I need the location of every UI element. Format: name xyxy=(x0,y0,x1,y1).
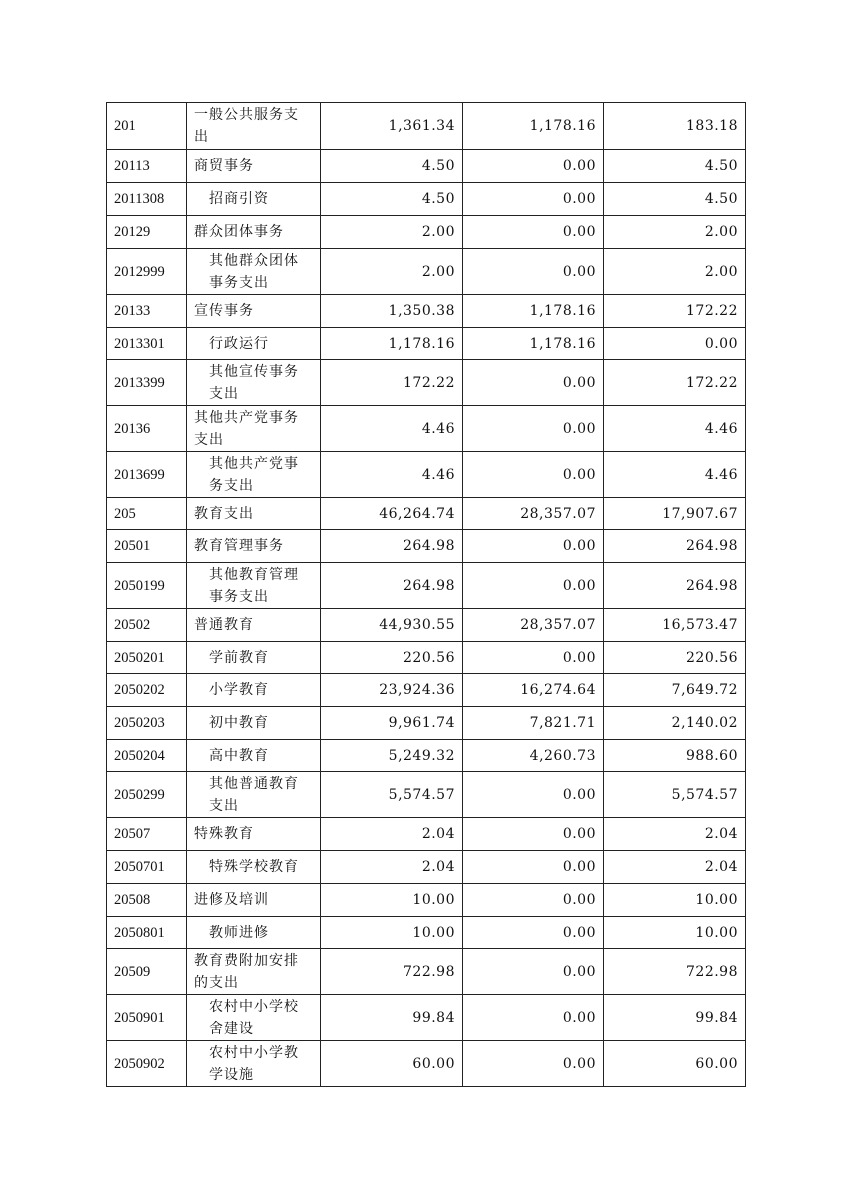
subject-code-cell: 20501 xyxy=(107,530,187,563)
subject-code-cell: 2050199 xyxy=(107,563,187,609)
subject-code-cell: 2050701 xyxy=(107,851,187,884)
project-expenditure-cell: 4.46 xyxy=(604,452,746,498)
total-amount-cell: 264.98 xyxy=(321,563,463,609)
subject-code-cell: 20508 xyxy=(107,884,187,917)
total-amount-cell: 220.56 xyxy=(321,642,463,674)
table-row xyxy=(107,150,746,183)
subject-name-cell: 高中教育 xyxy=(187,740,321,772)
total-amount-cell: 722.98 xyxy=(321,949,463,995)
subject-code-cell: 2050202 xyxy=(107,674,187,707)
subject-code-cell: 2050902 xyxy=(107,1041,187,1087)
table-row xyxy=(107,183,746,216)
table-row xyxy=(107,772,746,818)
total-amount-cell: 4.46 xyxy=(321,452,463,498)
total-amount-cell: 4.50 xyxy=(321,150,463,183)
table-row xyxy=(107,328,746,360)
subject-name-cell: 商贸事务 xyxy=(187,150,321,183)
total-amount-cell: 2.00 xyxy=(321,216,463,249)
table-row xyxy=(107,818,746,851)
project-expenditure-cell: 4.50 xyxy=(604,183,746,216)
basic-expenditure-cell: 0.00 xyxy=(463,995,604,1041)
total-amount-cell: 5,249.32 xyxy=(321,740,463,772)
project-expenditure-cell: 264.98 xyxy=(604,530,746,563)
subject-name-cell: 进修及培训 xyxy=(187,884,321,917)
project-expenditure-cell: 2.00 xyxy=(604,249,746,295)
project-expenditure-cell: 2.04 xyxy=(604,851,746,884)
basic-expenditure-cell: 0.00 xyxy=(463,949,604,995)
project-expenditure-cell: 988.60 xyxy=(604,740,746,772)
subject-code-cell: 2013399 xyxy=(107,360,187,406)
subject-name-cell: 农村中小学教学设施 xyxy=(187,1041,321,1087)
subject-code-cell: 2050299 xyxy=(107,772,187,818)
subject-name-cell: 农村中小学校舍建设 xyxy=(187,995,321,1041)
project-expenditure-cell: 220.56 xyxy=(604,642,746,674)
total-amount-cell: 9,961.74 xyxy=(321,707,463,740)
table-row xyxy=(107,884,746,917)
table-row xyxy=(107,103,746,150)
basic-expenditure-cell: 0.00 xyxy=(463,772,604,818)
total-amount-cell: 264.98 xyxy=(321,530,463,563)
table-row xyxy=(107,406,746,452)
basic-expenditure-cell: 0.00 xyxy=(463,563,604,609)
subject-name-cell: 一般公共服务支出 xyxy=(187,103,321,150)
subject-name-cell: 宣传事务 xyxy=(187,295,321,328)
subject-code-cell: 2050201 xyxy=(107,642,187,674)
subject-name-cell: 特殊教育 xyxy=(187,818,321,851)
subject-code-cell: 20133 xyxy=(107,295,187,328)
total-amount-cell: 44,930.55 xyxy=(321,609,463,642)
subject-name-cell: 教育费附加安排的支出 xyxy=(187,949,321,995)
basic-expenditure-cell: 0.00 xyxy=(463,642,604,674)
project-expenditure-cell: 4.50 xyxy=(604,150,746,183)
total-amount-cell: 1,361.34 xyxy=(321,103,463,150)
basic-expenditure-cell: 0.00 xyxy=(463,1041,604,1087)
total-amount-cell: 46,264.74 xyxy=(321,498,463,530)
project-expenditure-cell: 10.00 xyxy=(604,884,746,917)
project-expenditure-cell: 172.22 xyxy=(604,360,746,406)
project-expenditure-cell: 5,574.57 xyxy=(604,772,746,818)
subject-name-cell: 普通教育 xyxy=(187,609,321,642)
table-row xyxy=(107,740,746,772)
subject-name-cell: 初中教育 xyxy=(187,707,321,740)
table-row xyxy=(107,642,746,674)
table-row xyxy=(107,949,746,995)
total-amount-cell: 10.00 xyxy=(321,884,463,917)
subject-name-cell: 其他普通教育支出 xyxy=(187,772,321,818)
basic-expenditure-cell: 0.00 xyxy=(463,917,604,949)
subject-name-cell: 教育管理事务 xyxy=(187,530,321,563)
basic-expenditure-cell: 0.00 xyxy=(463,406,604,452)
basic-expenditure-cell: 16,274.64 xyxy=(463,674,604,707)
subject-code-cell: 2050203 xyxy=(107,707,187,740)
project-expenditure-cell: 0.00 xyxy=(604,328,746,360)
basic-expenditure-cell: 0.00 xyxy=(463,530,604,563)
project-expenditure-cell: 2.04 xyxy=(604,818,746,851)
subject-name-cell: 群众团体事务 xyxy=(187,216,321,249)
total-amount-cell: 99.84 xyxy=(321,995,463,1041)
total-amount-cell: 4.46 xyxy=(321,406,463,452)
basic-expenditure-cell: 1,178.16 xyxy=(463,103,604,150)
basic-expenditure-cell: 0.00 xyxy=(463,851,604,884)
table-row xyxy=(107,609,746,642)
basic-expenditure-cell: 28,357.07 xyxy=(463,498,604,530)
subject-name-cell: 其他共产党事务支出 xyxy=(187,406,321,452)
project-expenditure-cell: 722.98 xyxy=(604,949,746,995)
total-amount-cell: 2.04 xyxy=(321,818,463,851)
basic-expenditure-cell: 0.00 xyxy=(463,150,604,183)
total-amount-cell: 1,178.16 xyxy=(321,328,463,360)
total-amount-cell: 172.22 xyxy=(321,360,463,406)
basic-expenditure-cell: 1,178.16 xyxy=(463,295,604,328)
basic-expenditure-cell: 0.00 xyxy=(463,360,604,406)
project-expenditure-cell: 4.46 xyxy=(604,406,746,452)
subject-code-cell: 20136 xyxy=(107,406,187,452)
total-amount-cell: 5,574.57 xyxy=(321,772,463,818)
subject-code-cell: 2050801 xyxy=(107,917,187,949)
table-row xyxy=(107,295,746,328)
subject-name-cell: 其他群众团体事务支出 xyxy=(187,249,321,295)
subject-name-cell: 特殊学校教育 xyxy=(187,851,321,884)
budget-table-body xyxy=(107,103,746,1087)
project-expenditure-cell: 2.00 xyxy=(604,216,746,249)
subject-name-cell: 其他共产党事务支出 xyxy=(187,452,321,498)
project-expenditure-cell: 7,649.72 xyxy=(604,674,746,707)
basic-expenditure-cell: 0.00 xyxy=(463,216,604,249)
total-amount-cell: 10.00 xyxy=(321,917,463,949)
total-amount-cell: 2.04 xyxy=(321,851,463,884)
budget-table xyxy=(106,102,746,1087)
total-amount-cell: 1,350.38 xyxy=(321,295,463,328)
project-expenditure-cell: 99.84 xyxy=(604,995,746,1041)
table-row xyxy=(107,216,746,249)
basic-expenditure-cell: 0.00 xyxy=(463,884,604,917)
subject-code-cell: 2050901 xyxy=(107,995,187,1041)
total-amount-cell: 23,924.36 xyxy=(321,674,463,707)
table-row xyxy=(107,1041,746,1087)
subject-name-cell: 教师进修 xyxy=(187,917,321,949)
subject-code-cell: 201 xyxy=(107,103,187,150)
basic-expenditure-cell: 7,821.71 xyxy=(463,707,604,740)
subject-code-cell: 2013699 xyxy=(107,452,187,498)
subject-code-cell: 2011308 xyxy=(107,183,187,216)
table-row xyxy=(107,498,746,530)
subject-code-cell: 2013301 xyxy=(107,328,187,360)
project-expenditure-cell: 264.98 xyxy=(604,563,746,609)
total-amount-cell: 60.00 xyxy=(321,1041,463,1087)
basic-expenditure-cell: 1,178.16 xyxy=(463,328,604,360)
table-row xyxy=(107,674,746,707)
basic-expenditure-cell: 0.00 xyxy=(463,249,604,295)
project-expenditure-cell: 10.00 xyxy=(604,917,746,949)
subject-name-cell: 教育支出 xyxy=(187,498,321,530)
total-amount-cell: 4.50 xyxy=(321,183,463,216)
project-expenditure-cell: 183.18 xyxy=(604,103,746,150)
table-row xyxy=(107,452,746,498)
subject-code-cell: 20509 xyxy=(107,949,187,995)
basic-expenditure-cell: 28,357.07 xyxy=(463,609,604,642)
project-expenditure-cell: 16,573.47 xyxy=(604,609,746,642)
table-row xyxy=(107,707,746,740)
basic-expenditure-cell: 0.00 xyxy=(463,818,604,851)
table-row xyxy=(107,530,746,563)
subject-name-cell: 其他宣传事务支出 xyxy=(187,360,321,406)
subject-name-cell: 学前教育 xyxy=(187,642,321,674)
subject-code-cell: 20502 xyxy=(107,609,187,642)
subject-code-cell: 20113 xyxy=(107,150,187,183)
subject-name-cell: 招商引资 xyxy=(187,183,321,216)
subject-name-cell: 小学教育 xyxy=(187,674,321,707)
basic-expenditure-cell: 0.00 xyxy=(463,452,604,498)
table-row xyxy=(107,917,746,949)
subject-name-cell: 行政运行 xyxy=(187,328,321,360)
subject-code-cell: 20507 xyxy=(107,818,187,851)
subject-code-cell: 205 xyxy=(107,498,187,530)
project-expenditure-cell: 17,907.67 xyxy=(604,498,746,530)
subject-code-cell: 2012999 xyxy=(107,249,187,295)
table-row xyxy=(107,360,746,406)
table-row xyxy=(107,249,746,295)
subject-name-cell: 其他教育管理事务支出 xyxy=(187,563,321,609)
project-expenditure-cell: 2,140.02 xyxy=(604,707,746,740)
project-expenditure-cell: 172.22 xyxy=(604,295,746,328)
table-row xyxy=(107,995,746,1041)
table-row xyxy=(107,563,746,609)
project-expenditure-cell: 60.00 xyxy=(604,1041,746,1087)
basic-expenditure-cell: 0.00 xyxy=(463,183,604,216)
subject-code-cell: 20129 xyxy=(107,216,187,249)
subject-code-cell: 2050204 xyxy=(107,740,187,772)
table-row xyxy=(107,851,746,884)
total-amount-cell: 2.00 xyxy=(321,249,463,295)
basic-expenditure-cell: 4,260.73 xyxy=(463,740,604,772)
